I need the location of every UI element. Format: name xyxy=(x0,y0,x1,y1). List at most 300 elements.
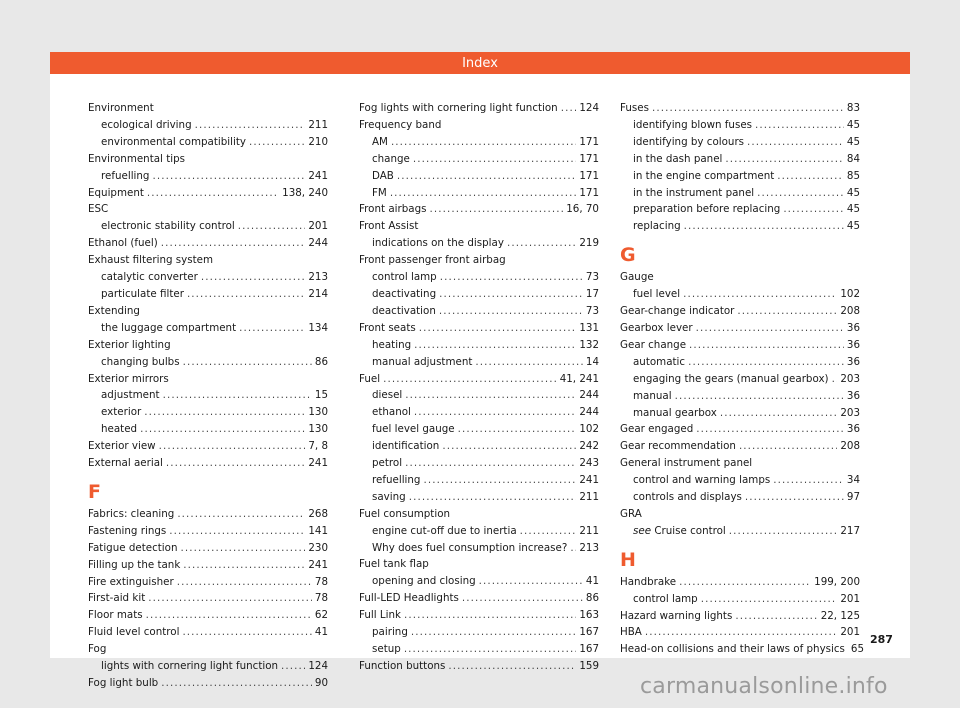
leader-dots xyxy=(146,607,312,624)
entry-page-ref: 130 xyxy=(308,406,328,419)
leader-dots xyxy=(479,573,583,590)
leader-dots xyxy=(147,185,279,202)
entry-label: environmental compatibility xyxy=(101,135,247,148)
index-heading: Exterior lighting xyxy=(88,338,171,351)
index-subentry xyxy=(359,286,599,303)
index-subentry xyxy=(620,591,860,608)
leader-dots xyxy=(701,591,838,608)
entry-page-ref: 45 xyxy=(846,118,860,131)
entry-label: Gearbox lever xyxy=(620,321,693,334)
entry-label: Filling up the tank xyxy=(88,558,181,571)
entry-label: lights with cornering light function xyxy=(101,660,279,673)
entry-page-ref: 159 xyxy=(579,659,599,672)
watermark-text: carmanualsonline.info xyxy=(640,674,888,699)
leader-dots xyxy=(413,151,576,168)
entry-page-ref: 78 xyxy=(314,575,328,588)
index-subentry xyxy=(359,303,599,320)
entry-label: ethanol xyxy=(372,406,411,419)
entry-page-ref: 78 xyxy=(314,592,328,605)
entry-page-ref: 201 xyxy=(840,592,860,605)
entry-page-ref: 213 xyxy=(579,541,599,554)
leader-dots xyxy=(419,320,577,337)
entry-label: FM xyxy=(372,186,387,199)
entry-label: fuel level xyxy=(633,288,681,301)
entry-label: identifying blown fuses xyxy=(633,118,753,131)
entry-label: adjustment xyxy=(101,389,160,402)
leader-dots xyxy=(645,624,837,641)
leader-dots xyxy=(783,201,844,218)
index-heading: GRA xyxy=(620,507,642,520)
index-header-bar xyxy=(50,52,910,74)
entry-label: Fatigue detection xyxy=(88,541,178,554)
entry-label: Function buttons xyxy=(359,659,446,672)
index-heading: Front Assist xyxy=(359,220,419,233)
entry-label: manual adjustment xyxy=(372,355,473,368)
leader-dots xyxy=(688,354,844,371)
entry-label: Fog lights with cornering light function xyxy=(359,102,558,114)
leader-dots xyxy=(414,404,576,421)
index-entry xyxy=(359,658,599,675)
entry-label: deactivating xyxy=(372,287,437,300)
leader-dots xyxy=(570,540,576,557)
entry-page-ref: 45 xyxy=(846,186,860,199)
entry-page-ref: 208 xyxy=(840,440,860,453)
leader-dots xyxy=(520,523,577,540)
leader-dots xyxy=(777,168,844,185)
index-subentry xyxy=(359,337,599,354)
leader-dots xyxy=(423,472,576,489)
entry-label: Gear-change indicator xyxy=(620,305,735,318)
leader-dots xyxy=(458,421,577,438)
index-subentry xyxy=(359,438,599,455)
index-subentry xyxy=(620,151,860,168)
entry-label: DAB xyxy=(372,169,394,182)
entry-label: Front airbags xyxy=(359,203,427,216)
index-subentry xyxy=(359,134,599,151)
index-subentry xyxy=(359,489,599,506)
entry-label: identifying by colours xyxy=(633,135,745,148)
entry-label: heated xyxy=(101,423,138,436)
leader-dots xyxy=(773,472,844,489)
entry-page-ref: 244 xyxy=(579,406,599,419)
index-section-letter: G xyxy=(620,244,636,267)
entry-label: refuelling xyxy=(101,169,150,182)
entry-page-ref: 171 xyxy=(579,186,599,199)
index-entry xyxy=(359,100,599,117)
entry-label: changing bulbs xyxy=(101,355,180,368)
entry-page-ref: 244 xyxy=(308,237,328,250)
index-subentry xyxy=(359,185,599,202)
entry-page-ref: 86 xyxy=(314,355,328,368)
index-section-letter: F xyxy=(88,480,101,503)
entry-label: petrol xyxy=(372,457,403,470)
leader-dots xyxy=(177,506,305,523)
entry-page-ref: 65 xyxy=(850,643,865,656)
index-heading: Exhaust filtering system xyxy=(88,254,214,267)
index-entry xyxy=(620,320,860,337)
index-subentry xyxy=(359,523,599,540)
leader-dots xyxy=(755,117,844,134)
entry-label: setup xyxy=(372,643,401,655)
index-subentry xyxy=(359,269,599,286)
entry-label: refuelling xyxy=(372,473,421,486)
leader-dots xyxy=(140,421,305,438)
index-entry xyxy=(359,590,599,607)
entry-label: fuel level gauge xyxy=(372,423,455,436)
entry-label: Handbrake xyxy=(620,575,677,588)
entry-label: Full-LED Headlights xyxy=(359,592,459,605)
entry-page-ref: 36 xyxy=(846,423,860,436)
entry-page-ref: 167 xyxy=(579,626,599,639)
entry-label: Head-on collisions and their laws of physics xyxy=(620,643,845,656)
index-entry xyxy=(88,540,328,557)
leader-dots xyxy=(187,286,305,303)
entry-page-ref: 241 xyxy=(308,558,328,571)
leader-dots xyxy=(238,218,306,235)
index-entry xyxy=(88,438,328,455)
entry-page-ref: 124 xyxy=(579,102,599,114)
page-number: 287 xyxy=(870,633,893,646)
entry-label: Equipment xyxy=(88,186,144,199)
entry-page-ref: 134 xyxy=(308,321,328,334)
entry-label: Fabrics: cleaning xyxy=(88,507,175,520)
entry-page-ref: 85 xyxy=(846,169,860,182)
leader-dots xyxy=(739,438,837,455)
index-subentry xyxy=(620,371,860,388)
entry-label: opening and closing xyxy=(372,575,476,588)
leader-dots xyxy=(448,658,576,675)
leader-dots xyxy=(429,201,563,218)
entry-label: ecological driving xyxy=(101,118,192,131)
leader-dots xyxy=(383,371,557,388)
index-subentry xyxy=(359,421,599,438)
entry-label: deactivation xyxy=(372,304,436,317)
entry-label: in the engine compartment xyxy=(633,169,775,182)
entry-label: Gear engaged xyxy=(620,423,694,436)
entry-label: catalytic converter xyxy=(101,271,198,284)
entry-label: see Cruise control xyxy=(633,524,726,537)
leader-dots xyxy=(689,337,844,354)
entry-page-ref: 36 xyxy=(846,338,860,351)
entry-page-ref: 171 xyxy=(579,169,599,182)
entry-label: Floor mats xyxy=(88,609,143,622)
entry-page-ref: 210 xyxy=(308,135,328,148)
index-heading: Extending xyxy=(88,304,140,317)
entry-label: heating xyxy=(372,338,412,351)
index-subentry xyxy=(620,117,860,134)
entry-page-ref: 45 xyxy=(846,203,860,216)
index-subentry xyxy=(620,134,860,151)
index-entry xyxy=(88,523,328,540)
entry-label: Fastening rings xyxy=(88,524,167,537)
leader-dots xyxy=(404,607,576,624)
index-subentry xyxy=(620,405,860,422)
entry-label: in the dash panel xyxy=(633,152,723,165)
entry-page-ref: 163 xyxy=(579,609,599,622)
entry-page-ref: 211 xyxy=(579,524,599,537)
leader-dots xyxy=(144,404,305,421)
entry-label: Gear change xyxy=(620,338,687,351)
leader-dots xyxy=(404,641,577,658)
entry-page-ref: 41 xyxy=(314,626,328,639)
index-subentry xyxy=(88,218,328,235)
index-subentry xyxy=(88,354,328,371)
entry-page-ref: 84 xyxy=(846,152,860,165)
entry-page-ref: 36 xyxy=(846,321,860,334)
entry-page-ref: 217 xyxy=(840,524,860,537)
entry-page-ref: 201 xyxy=(840,626,860,639)
index-heading: Frequency band xyxy=(359,118,442,131)
index-subentry xyxy=(359,354,599,371)
entry-page-ref: 7, 8 xyxy=(308,440,328,453)
entry-page-ref: 73 xyxy=(585,304,599,317)
entry-label: replacing xyxy=(633,220,681,233)
index-heading: Environmental tips xyxy=(88,152,185,165)
index-subentry xyxy=(620,218,860,235)
leader-dots xyxy=(249,134,305,151)
index-subentry xyxy=(620,472,860,489)
index-heading: Fog xyxy=(88,643,107,656)
index-heading: Gauge xyxy=(620,271,654,284)
index-heading: Front passenger front airbag xyxy=(359,254,506,267)
entry-label: Hazard warning lights xyxy=(620,609,733,622)
leader-dots xyxy=(439,303,583,320)
entry-page-ref: 15 xyxy=(314,389,328,402)
entry-label: control and warning lamps xyxy=(633,474,771,487)
index-subentry xyxy=(88,269,328,286)
index-subentry xyxy=(88,658,328,675)
index-entry xyxy=(88,624,328,641)
leader-dots xyxy=(507,235,576,252)
index-entry xyxy=(620,303,860,320)
index-entry xyxy=(88,574,328,591)
index-subentry xyxy=(620,286,860,303)
entry-label: diesel xyxy=(372,389,403,402)
leader-dots xyxy=(180,540,305,557)
index-subentry xyxy=(620,388,860,405)
entry-label: pairing xyxy=(372,626,408,639)
entry-label: External aerial xyxy=(88,457,163,470)
leader-dots xyxy=(652,100,844,117)
leader-dots xyxy=(411,624,576,641)
index-entry xyxy=(620,337,860,354)
index-subentry xyxy=(88,286,328,303)
leader-dots xyxy=(177,574,312,591)
entry-label: Fire extinguisher xyxy=(88,575,174,588)
entry-label: Fuel xyxy=(359,372,381,385)
index-heading: Fuel tank flap xyxy=(359,558,429,571)
entry-label: automatic xyxy=(633,355,686,368)
leader-dots xyxy=(683,286,837,303)
entry-label: indications on the display xyxy=(372,237,504,250)
index-subentry xyxy=(359,235,599,252)
index-section-letter: H xyxy=(620,548,636,571)
entry-label: Exterior view xyxy=(88,440,156,453)
leader-dots xyxy=(201,269,305,286)
entry-label: controls and displays xyxy=(633,491,742,504)
entry-page-ref: 241 xyxy=(308,457,328,470)
index-subentry xyxy=(359,472,599,489)
entry-page-ref: 22, 125 xyxy=(820,609,860,622)
leader-dots xyxy=(832,371,838,388)
leader-dots xyxy=(182,624,311,641)
index-subentry xyxy=(88,168,328,185)
index-subentry xyxy=(620,185,860,202)
entry-label: Fog light bulb xyxy=(88,677,159,689)
entry-page-ref: 17 xyxy=(585,287,599,300)
entry-page-ref: 211 xyxy=(579,490,599,503)
index-entry xyxy=(88,607,328,624)
entry-label: Fuses xyxy=(620,102,649,114)
entry-page-ref: 62 xyxy=(314,609,328,622)
entry-label: Front seats xyxy=(359,321,416,334)
index-entry xyxy=(88,506,328,523)
leader-dots xyxy=(405,387,576,404)
leader-dots xyxy=(696,320,844,337)
index-subentry xyxy=(88,421,328,438)
index-heading: Fuel consumption xyxy=(359,507,451,520)
index-entry xyxy=(620,100,860,117)
index-subentry xyxy=(88,134,328,151)
index-subentry xyxy=(359,151,599,168)
leader-dots xyxy=(148,590,312,607)
entry-page-ref: 130 xyxy=(308,423,328,436)
index-entry xyxy=(359,607,599,624)
page-title: Index xyxy=(462,55,498,71)
leader-dots xyxy=(475,354,582,371)
leader-dots xyxy=(440,269,583,286)
index-entry xyxy=(88,455,328,472)
entry-page-ref: 219 xyxy=(579,237,599,250)
entry-label: Ethanol (fuel) xyxy=(88,237,158,250)
leader-dots xyxy=(159,438,306,455)
entry-page-ref: 214 xyxy=(308,287,328,300)
entry-page-ref: 45 xyxy=(846,135,860,148)
leader-dots xyxy=(439,286,583,303)
index-subentry xyxy=(620,489,860,506)
leader-dots xyxy=(684,218,844,235)
leader-dots xyxy=(442,438,576,455)
entry-label: particulate filter xyxy=(101,287,184,300)
entry-page-ref: 167 xyxy=(579,643,599,655)
entry-label: AM xyxy=(372,135,388,148)
index-entry xyxy=(620,608,860,625)
leader-dots xyxy=(183,354,312,371)
entry-label: manual xyxy=(633,389,672,402)
leader-dots xyxy=(462,590,583,607)
index-column-3 xyxy=(620,100,865,658)
leader-dots xyxy=(281,658,305,675)
leader-dots xyxy=(163,387,312,404)
leader-dots xyxy=(169,523,305,540)
index-subentry xyxy=(620,523,860,540)
leader-dots xyxy=(720,405,837,422)
leader-dots xyxy=(747,134,844,151)
index-column-1 xyxy=(88,100,328,692)
entry-page-ref: 124 xyxy=(308,660,328,673)
entry-label: Gear recommendation xyxy=(620,440,736,453)
leader-dots xyxy=(409,489,577,506)
index-heading: Exterior mirrors xyxy=(88,372,169,385)
index-subentry xyxy=(359,404,599,421)
entry-page-ref: 14 xyxy=(585,355,599,368)
index-entry xyxy=(359,201,599,218)
leader-dots xyxy=(735,608,817,625)
index-subentry xyxy=(88,117,328,134)
entry-page-ref: 73 xyxy=(585,271,599,284)
entry-page-ref: 242 xyxy=(579,440,599,453)
entry-label: Full Link xyxy=(359,609,401,622)
entry-page-ref: 171 xyxy=(579,152,599,165)
leader-dots xyxy=(745,489,844,506)
leader-dots xyxy=(757,185,844,202)
leader-dots xyxy=(195,117,306,134)
entry-page-ref: 201 xyxy=(308,220,328,233)
entry-page-ref: 36 xyxy=(846,389,860,402)
index-entry xyxy=(359,371,599,388)
leader-dots xyxy=(737,303,837,320)
leader-dots xyxy=(391,134,576,151)
leader-dots xyxy=(239,320,305,337)
entry-page-ref: 45 xyxy=(846,220,860,233)
leader-dots xyxy=(696,421,844,438)
leader-dots xyxy=(152,168,305,185)
leader-dots xyxy=(414,337,576,354)
index-subentry xyxy=(88,320,328,337)
entry-page-ref: 230 xyxy=(308,541,328,554)
index-subentry xyxy=(88,404,328,421)
index-subentry xyxy=(88,387,328,404)
entry-page-ref: 244 xyxy=(579,389,599,402)
index-subentry xyxy=(359,573,599,590)
entry-page-ref: 102 xyxy=(840,288,860,301)
entry-page-ref: 208 xyxy=(840,305,860,318)
entry-label: the luggage compartment xyxy=(101,321,237,334)
leader-dots xyxy=(561,100,577,117)
index-entry xyxy=(620,641,865,658)
leader-dots xyxy=(725,151,843,168)
entry-label: control lamp xyxy=(633,592,698,605)
entry-page-ref: 243 xyxy=(579,457,599,470)
leader-dots xyxy=(161,235,306,252)
index-subentry xyxy=(359,624,599,641)
index-entry xyxy=(88,185,328,202)
index-heading: Environment xyxy=(88,102,154,114)
entry-label: manual gearbox xyxy=(633,406,717,419)
entry-label: HBA xyxy=(620,626,642,639)
entry-page-ref: 241 xyxy=(579,473,599,486)
entry-page-ref: 268 xyxy=(308,507,328,520)
entry-page-ref: 203 xyxy=(840,406,860,419)
index-entry xyxy=(620,574,860,591)
leader-dots xyxy=(729,523,838,540)
index-entry xyxy=(88,675,328,692)
entry-page-ref: 141 xyxy=(308,524,328,537)
entry-page-ref: 36 xyxy=(846,355,860,368)
index-entry xyxy=(88,235,328,252)
entry-label: electronic stability control xyxy=(101,220,235,233)
entry-label: engine cut-off due to inertia xyxy=(372,524,517,537)
entry-label: preparation before replacing xyxy=(633,203,781,216)
entry-label: in the instrument panel xyxy=(633,186,755,199)
entry-label: change xyxy=(372,152,410,165)
index-entry xyxy=(620,624,860,641)
entry-label: saving xyxy=(372,490,406,503)
leader-dots xyxy=(390,185,577,202)
index-heading: ESC xyxy=(88,203,109,216)
entry-page-ref: 199, 200 xyxy=(814,575,860,588)
entry-page-ref: 213 xyxy=(308,271,328,284)
